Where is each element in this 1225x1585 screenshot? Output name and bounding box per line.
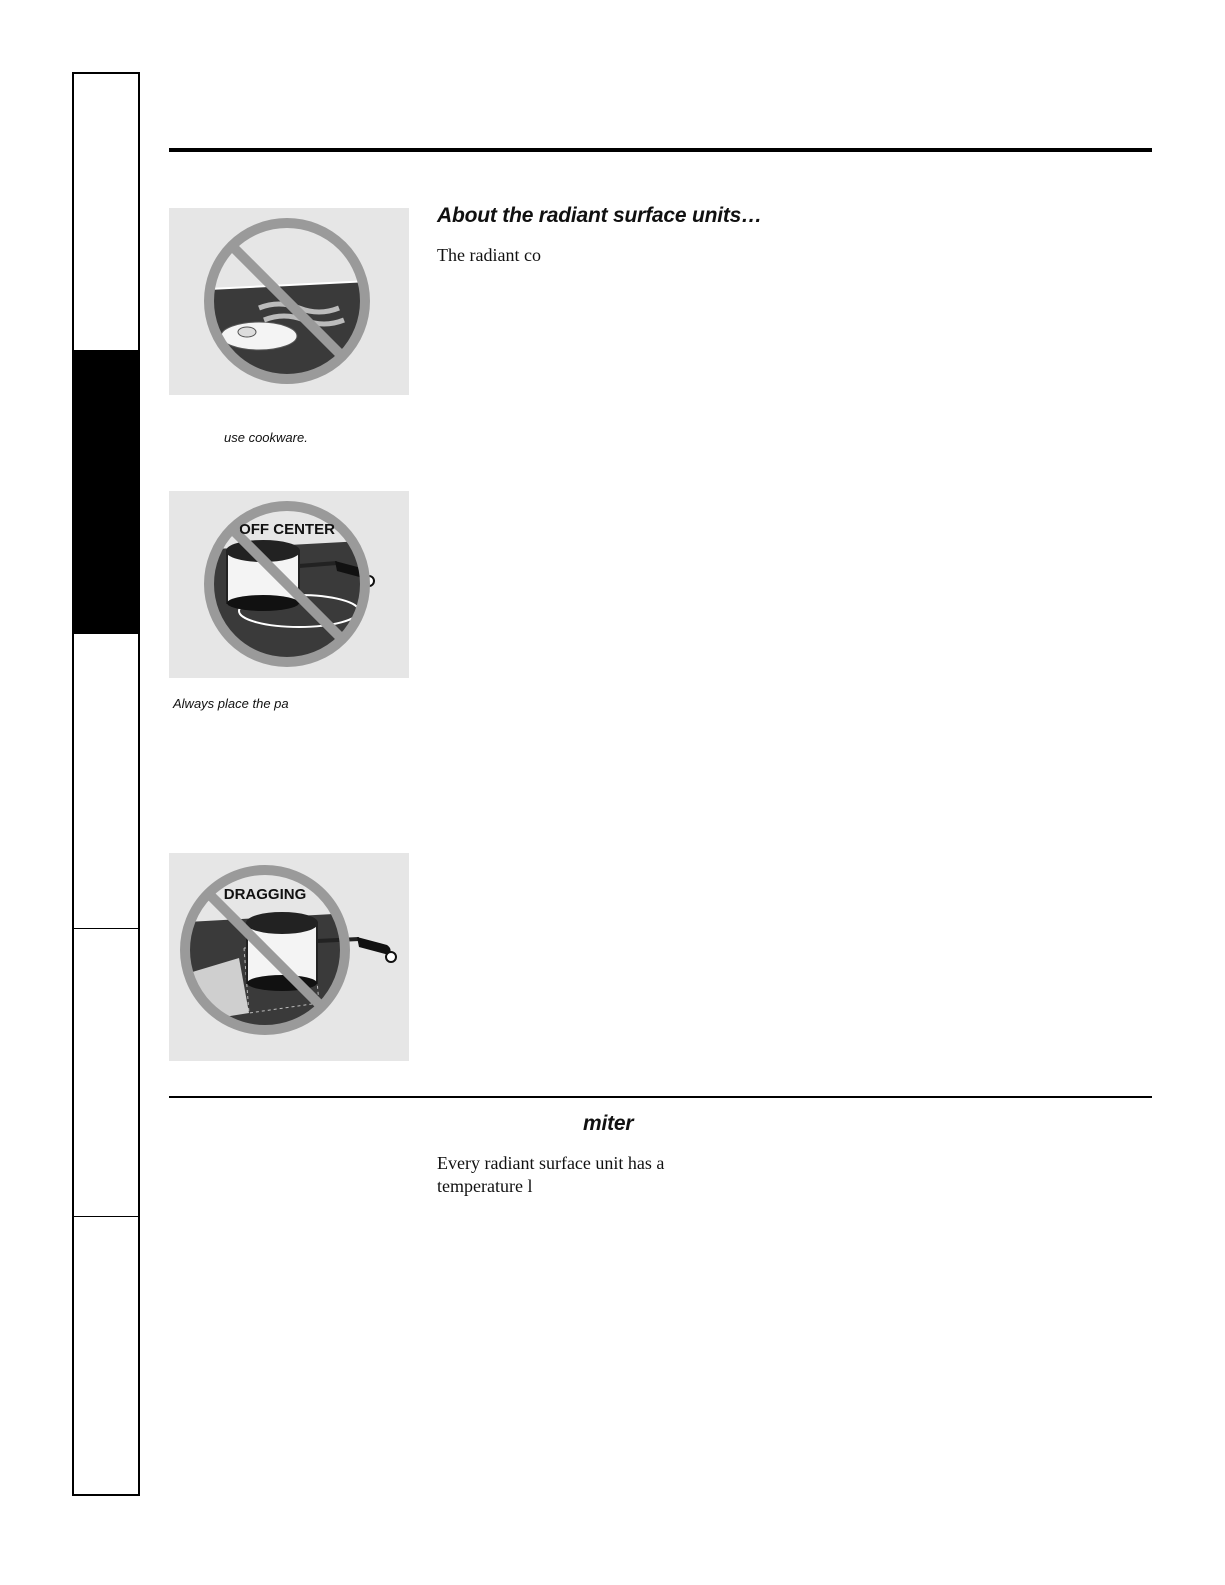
figure-no-direct-food: [169, 208, 409, 395]
section-1-body: The radiant co: [437, 245, 541, 265]
off-center-label: OFF CENTER: [239, 521, 335, 538]
side-tab-5[interactable]: [72, 1216, 140, 1496]
side-tab-3[interactable]: [72, 632, 140, 930]
section-2-body-line-1: Every radiant surface unit has a: [437, 1153, 665, 1173]
figure-2-caption: Always place the pa: [173, 696, 289, 711]
figure-dragging: [169, 853, 409, 1061]
section-1-heading: About the radiant surface units…: [437, 204, 762, 227]
no-food-illustration: [169, 208, 409, 395]
top-rule: [169, 148, 1152, 152]
figure-off-center: [169, 491, 409, 678]
side-tab-4[interactable]: [72, 928, 140, 1218]
dragging-label: DRAGGING: [223, 886, 307, 903]
side-tab-1[interactable]: [72, 72, 140, 352]
side-tab-2-active[interactable]: [72, 350, 140, 634]
figure-1-caption: use cookware.: [224, 430, 308, 445]
dragging-illustration: [169, 853, 409, 1061]
side-tab-column: [72, 72, 142, 1496]
section-divider: [169, 1096, 1152, 1098]
section-2-body: [437, 1152, 757, 1198]
section-2-body-line-2: temperature l: [437, 1176, 533, 1196]
section-2-heading: miter: [583, 1112, 634, 1135]
off-center-illustration: [169, 491, 409, 678]
